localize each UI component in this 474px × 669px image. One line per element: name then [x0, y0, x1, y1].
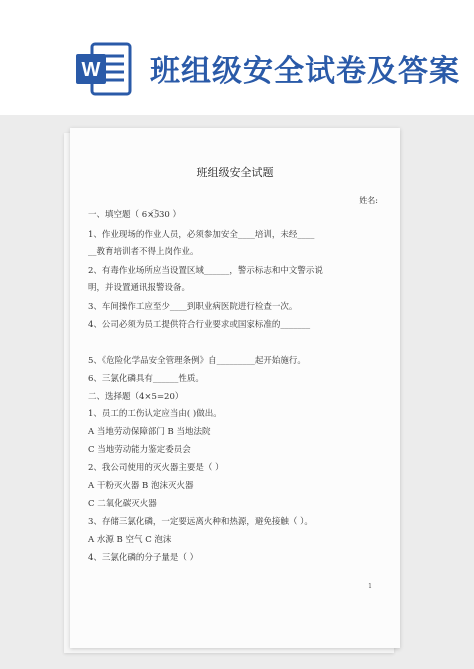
- question-line: __教育培训者不得上岗作业。: [88, 247, 199, 257]
- question-line: 2、有毒作业场所应当设置区域______，警示标志和中文警示说: [88, 266, 323, 276]
- section-heading-multiple-choice: 二、选择题（4×5=20）: [88, 392, 184, 402]
- question-line: 1、员工的工伤认定应当由( )做出。: [88, 409, 222, 419]
- question-line: 3、车间操作工应至少____到职业病医院进行检查一次。: [88, 302, 298, 312]
- question-line: 3、存储三氯化磷，一定要远离火种和热源，避免接触（ ）。: [88, 517, 313, 527]
- answer-options: A 水源 B 空气 C 泡沫: [88, 535, 172, 545]
- section-heading-fill-blank: 一、填空题（ 6×5⃝30 ）: [88, 210, 181, 220]
- svg-text:W: W: [81, 59, 101, 81]
- question-line: 1、作业现场的作业人员，必须参加安全____培训，未经____: [88, 230, 315, 240]
- document-title: 班组级安全试题: [196, 166, 274, 179]
- answer-options: C 二氧化碳灭火器: [88, 499, 157, 509]
- question-line: 4、三氯化磷的分子量是（ ）: [88, 553, 199, 563]
- word-document-icon: [74, 40, 132, 98]
- banner-title: 班组级安全试卷及答案: [150, 54, 460, 89]
- page-number: 1: [368, 583, 372, 590]
- question-line: 2、我公司使用的灭火器主要是（ ）: [88, 463, 224, 473]
- question-line: 4、公司必须为员工提供符合行业要求或国家标准的_______: [88, 320, 311, 330]
- answer-options: C 当地劳动能力鉴定委员会: [88, 445, 191, 455]
- document-page: [70, 128, 400, 648]
- question-line: 5、《危险化学品安全管理条例》自_________起开始施行。: [88, 356, 306, 366]
- name-field-label: 姓名:: [359, 196, 378, 205]
- question-line: 6、三氯化磷具有______性质。: [88, 374, 204, 384]
- answer-options: A 当地劳动保障部门 B 当地法院: [88, 427, 211, 437]
- header-banner: [0, 0, 474, 120]
- answer-options: A 干粉灭火器 B 泡沫灭火器: [88, 481, 194, 491]
- question-line: 明，并设置通讯报警设备。: [88, 283, 191, 293]
